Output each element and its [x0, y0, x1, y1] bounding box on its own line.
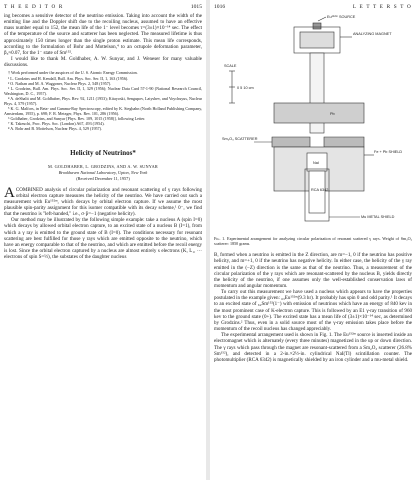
- magnet-core: [300, 32, 334, 48]
- mu-metal-label: Mu METAL SHIELD: [361, 215, 395, 219]
- page-number: 1016: [214, 4, 226, 10]
- apparatus-diagram: [214, 13, 412, 235]
- acknowledgment-paragraph: I would like to thank M. Goldhaber, A. W. Sunyar, and J. Weneser for many valuable discussions.: [4, 56, 202, 69]
- paragraph: The experimental arrangement used is shown in Fig. 1. The Eu¹⁵²ᵐ source is inserted inside an electromagnet which is alternately (every three minutes) magnetized in the up or down direction. The γ rays which pass through the magnet are resonant-scattered from a Sm₂O₃ scatterer (26.8% Sm¹⁵²), and detected in a 2-in.×2½-in. cylindrical NaI(Tl) scintillation counter. The photomultiplier (RCA 6342) is magnetically shielded by an iron cylinder and a mu-metal shield.: [214, 332, 412, 363]
- right-page-header: [214, 4, 412, 13]
- paragraph: B, formed when a neutrino is emitted in the Z direction, are m=−1, 0 if the neutrino has positive helicity, and m=+1, 0 if the neutrino has negative helicity. In either case, the helicity of the γ ray emitted in the (−Z) direction is the same as that of the neutrino. Thus, a measurement of the circular polarization of the γ rays which are resonant-scattered by the nucleus B, yields directly the helicity of the neutrino, if one assumes only the well-established conservation laws of momentum and angular momentum.: [214, 252, 412, 289]
- paragraph: Our method may be illustrated by the following simple example: take a nucleus A (spin I=0) which decays by allowed orbital electron capture, to an excited state of a nucleus B (I=1), from which a γ ray is emitted to the ground state of B (I=0). The conditions necessary for resonant scattering are best fulfilled for those γ rays which are emitted opposite to the neutrino, which have an energy comparable to that of the neutrino, and which are emitted before the recoil energy is lost. Since the orbital electron captured by a nucleus are almost entirely s electrons (K, L₁, ··· electrons of spin S=½), the substates of the daughter nucleus: [4, 217, 202, 261]
- rca-label: RCA 6342: [311, 188, 329, 192]
- scale-units-label: 0 5 10 cm: [237, 86, 254, 90]
- reference-item: ⁸ A. Bohr and B. Mottelson, Nuclear Phys. 4, 529 (1957).: [8, 126, 102, 132]
- reference-item: ² O. Nathan and M. A. Waggoner, Nuclear Phys. 2, 548 (1957).: [8, 80, 112, 86]
- reference-item: † Work performed under the auspices of the U. S. Atomic Energy Commission.: [8, 70, 138, 76]
- pb-label: Pb: [330, 112, 335, 116]
- source-label: Eu¹⁵²ᵐ SOURCE: [327, 15, 356, 19]
- article-authors: M. GOLDHABER, L. GRODZINS, AND A. W. SUNYAR: [48, 163, 158, 169]
- reference-item: ³ L. Grodzins, Bull. Am. Phys. Soc. Ser. II, 1, 329 (1956); Nuclear Data Card 57-1-90 (National Research Council, Washington, D. C., 1957).: [4, 85, 202, 96]
- left-page: [0, 0, 206, 480]
- article-body: [4, 184, 202, 261]
- figure-label: Fig. 1.: [214, 236, 226, 241]
- scale-label: SCALE: [224, 64, 237, 68]
- scatterer-left: [272, 137, 310, 147]
- scatterer-label: Sm₂O₃ SCATTERER: [222, 137, 258, 141]
- paragraph-text: COMBINED analysis of circular polarization and resonant scattering of γ rays following orbital electron capture measures the helicity of the neutrino. We have carried out such a measurement with Eu¹⁵²ᵐ, which decays by orbital electron capture. If we assume the most plausible spin-parity assignment for this isomer compatible with its decay scheme,¹ 0⁻, we find that the neutrino is "left-handed," i.e., σ·p̂=−1 (negative helicity).: [4, 186, 202, 218]
- photomultiplier-tube: [309, 171, 325, 213]
- reference-item: ⁶ Goldhaber, Grodzins, and Sunyar [Phys. Rev. 109, 1015 (1958)], following Letter.: [8, 116, 146, 122]
- figure-caption: [214, 236, 412, 246]
- source-leader: [318, 17, 326, 21]
- left-page-header: [4, 4, 202, 13]
- reference-item: ⁴ A. deShalit and M. Goldhaber, Phys. Rev. 92, 1211 (1953); Kitayoski, Sengupov, Latyshev, and Voychuyus, Nuclear Phys. 4, 579 (1957).: [4, 95, 202, 106]
- source-block: [313, 23, 321, 29]
- magnet-label: ANALYZING MAGNET: [353, 32, 392, 36]
- fe-pb-shield-label: Fe + Pb SHIELD: [374, 150, 403, 154]
- references-list: [4, 70, 202, 131]
- article-title: Helicity of Neutrinos*: [70, 148, 136, 157]
- received-date: (Received December 11, 1957): [76, 175, 130, 181]
- running-title: L E T T E R S T O: [352, 4, 412, 10]
- experimental-arrangement-figure: [214, 13, 412, 235]
- reference-item: ¹ L. Grodzins and H. Kendall, Bull. Am. Phys. Soc. Ser. II, 1, 163 (1956).: [8, 75, 129, 81]
- scatterer-right: [324, 137, 364, 147]
- article-affiliation: Brookhaven National Laboratory, Upton, New York: [58, 169, 148, 175]
- paragraph: [4, 184, 202, 218]
- article-body-continued: [214, 252, 412, 363]
- paragraph: To carry out this measurement we have used a nucleus which appears to have the properties postulated in the example given: ₆₃Eu¹⁵²ᵐ(9.3 hr). It probably has spin 0 and odd parity.¹ It decays to an excited state of ₆₂Sm¹⁵²(1⁻) with emission of neutrinos which have an energy of 840 kev in the most prominent case of K-electron capture. This is followed by an E1 γ-ray transition of 960 kev to the ground state (0+). The excited state has a mean life of (3±1)×10⁻¹⁴ sec, as determined by Grodzins.² Thus, even in a solid source most of the γ-ray emission takes place before the momentum of the recoil nucleus has changed appreciably.: [214, 289, 412, 333]
- reference-item: ⁵ K. G. Malfors, in Beta- and Gamma-Ray Spectroscopy, edited by K. Siegbahn (North Holland Publishing Company, Amsterdam, 1955), p. 698; F. R. Metzger, Phys. Rev. 101, 286 (1956).: [4, 106, 202, 117]
- drop-cap: A: [4, 184, 15, 201]
- caption-text: Experimental arrangement for analyzing circular polarization of resonant scattered γ rays. Weight of Sm₂O₃ scatterer: 1850 grams.: [214, 236, 413, 247]
- reference-item: ⁷ K. Takeuchi, Proc. Phys. Soc. (London) A67, 493 (1954).: [8, 121, 105, 127]
- running-title: T H E E D I T O R: [4, 4, 64, 10]
- continued-letter-text: [4, 13, 202, 68]
- pb-shield-block: [274, 103, 364, 123]
- nai-label: NaI: [313, 161, 319, 165]
- right-page: [210, 0, 416, 480]
- page-number: 1015: [190, 4, 202, 10]
- paragraph: ing becomes a sensitive detector of the neutrino emission. Taking into account the width of the emitting line and the Doppler shift due to the recoiling nucleus, assumed to have an effective mass number equal to 152, the mean life of the 1⁻ level becomes τ=(3±1)×10⁻¹⁴ sec. The effect of the temperature of the source and scatterer has been neglected. The measured lifetime is thus approximately 150 times longer than the single proton estimate. This mean life corresponds, according to the formulation of Bohr and Mottelson,⁴ to an octupole deformation parameter, β₃≈0.07, for the 1⁻ state of Sm¹⁵².: [4, 13, 202, 56]
